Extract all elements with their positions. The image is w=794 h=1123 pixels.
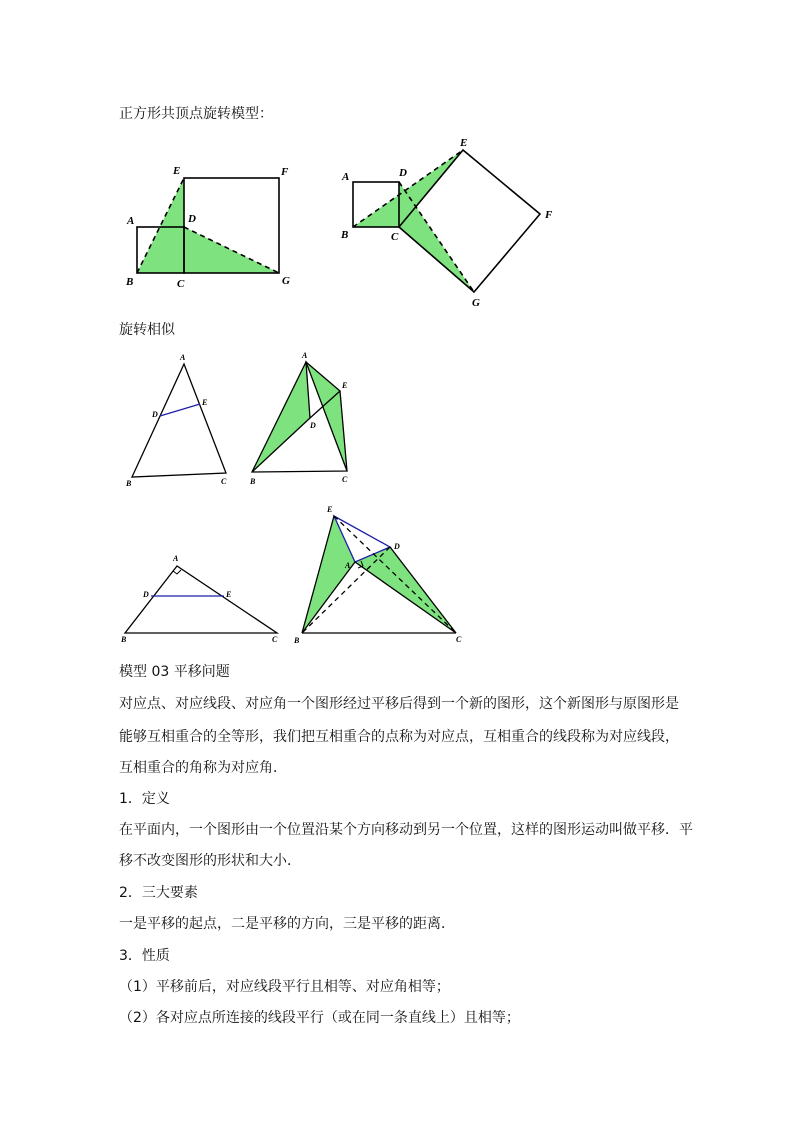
label-F: F xyxy=(545,209,553,221)
segment-DE xyxy=(160,404,200,416)
triangle-ABC xyxy=(125,566,277,633)
fill-triangle-CAD xyxy=(355,547,456,633)
label-D: D xyxy=(152,410,158,419)
label-D: D xyxy=(143,590,149,599)
property-1: （1）平移前后，对应线段平行且相等、对应角相等； xyxy=(119,979,450,995)
label-E: E xyxy=(342,381,348,390)
section-title-definition: 1．定义 xyxy=(119,791,170,807)
section-title-elements: 2．三大要素 xyxy=(119,885,198,901)
label-D: D xyxy=(399,167,407,179)
label-A: A xyxy=(173,554,179,563)
label-G: G xyxy=(282,275,290,287)
label-C: C xyxy=(342,475,348,484)
heading-square-rotation: 正方形共顶点旋转模型： xyxy=(119,106,273,122)
heading-rotation-similarity: 旋转相似 xyxy=(119,322,175,338)
label-B: B xyxy=(121,635,127,644)
label-A: A xyxy=(127,215,135,227)
label-B: B xyxy=(294,636,300,645)
label-C: C xyxy=(272,635,278,644)
figure-3 xyxy=(125,353,227,488)
figure-5 xyxy=(120,554,278,644)
section-title-properties: 3．性质 xyxy=(119,948,170,964)
figure-6 xyxy=(293,505,462,645)
label-F: F xyxy=(281,166,289,178)
label-E: E xyxy=(226,590,232,599)
label-C: C xyxy=(177,278,185,290)
label-A: A xyxy=(180,353,186,362)
label-C: C xyxy=(221,477,227,486)
definition-line-1: 在平面内，一个图形由一个位置沿某个方向移动到另一个位置，这样的图形运动叫做平移．平 xyxy=(119,822,693,838)
label-B: B xyxy=(341,229,349,241)
label-A: A xyxy=(345,561,351,570)
heading-translation-model: 模型 03 平移问题 xyxy=(119,664,230,680)
label-C: C xyxy=(456,635,462,644)
label-D: D xyxy=(310,421,316,430)
property-2: （2）各对应点所连接的线段平行（或在同一条直线上）且相等； xyxy=(119,1010,520,1026)
label-C: C xyxy=(391,231,399,243)
paragraph-line-3: 互相重合的角称为对应角． xyxy=(119,760,287,776)
label-E: E xyxy=(202,398,208,407)
label-A: A xyxy=(302,351,308,360)
definition-line-2: 移不改变图形的形状和大小． xyxy=(119,853,301,869)
elements-text: 一是平移的起点，二是平移的方向，三是平移的距离． xyxy=(119,916,455,932)
label-D: D xyxy=(394,542,400,551)
label-A: A xyxy=(342,171,350,183)
paragraph-line-2: 能够互相重合的全等形，我们把互相重合的点称为对应点，互相重合的线段称为对应线段， xyxy=(119,729,679,745)
label-G: G xyxy=(472,297,480,309)
fill-triangle-BAE xyxy=(302,516,355,633)
label-E: E xyxy=(460,137,468,149)
label-B: B xyxy=(250,477,256,486)
figure-4 xyxy=(249,351,348,486)
label-E: E xyxy=(327,505,333,514)
label-B: B xyxy=(126,276,134,288)
triangle-ABC xyxy=(132,364,226,477)
label-E: E xyxy=(173,165,181,177)
label-D: D xyxy=(188,213,196,225)
paragraph-line-1: 对应点、对应线段、对应角一个图形经过平移后得到一个新的图形，这个新图形与原图形是 xyxy=(119,696,679,712)
label-B: B xyxy=(126,479,132,488)
